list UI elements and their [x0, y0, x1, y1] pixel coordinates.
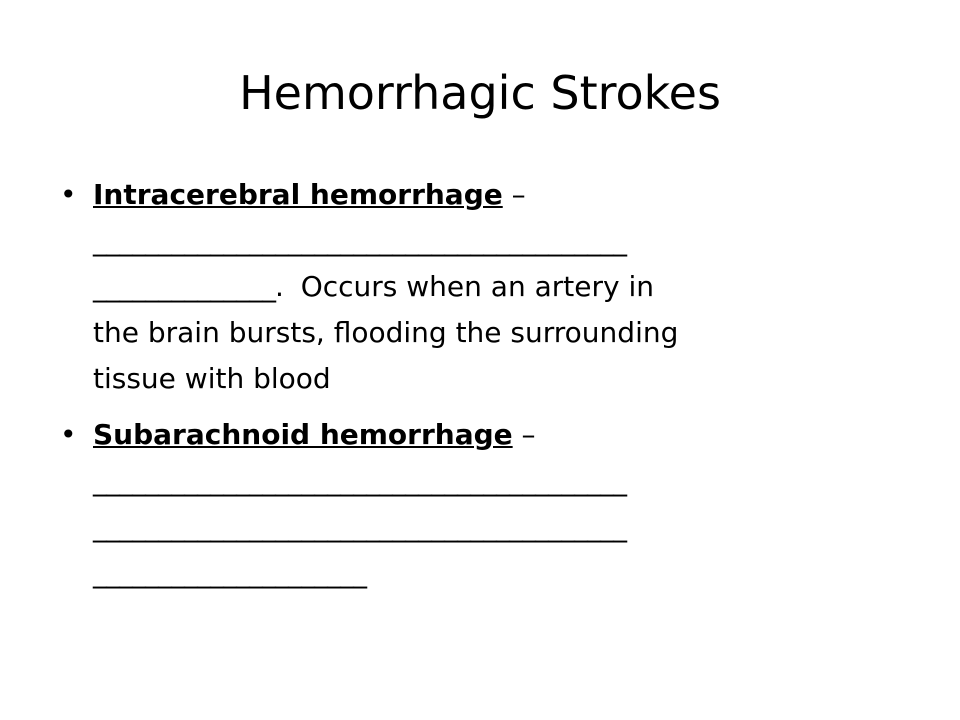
term-intracerebral: Intracerebral hemorrhage: [93, 178, 503, 211]
bullet-marker: •: [60, 418, 77, 451]
description-text: tissue with blood: [93, 362, 331, 395]
fill-in-blank-line: _________________________________________: [93, 464, 626, 497]
description-text: Occurs when an artery in: [282, 270, 654, 303]
fill-in-blank-line: _________________________________________: [93, 510, 626, 543]
bullet-intracerebral: [60, 172, 893, 402]
fill-in-blank-short: ______________.: [93, 270, 283, 303]
description-text: the brain bursts, flooding the surrounding: [93, 316, 679, 349]
fill-in-blank-line: _________________________________________: [93, 224, 626, 257]
bullet-heading-line: [93, 172, 893, 218]
term-dash: –: [502, 178, 526, 211]
fill-in-blank-line: _____________________: [93, 556, 366, 589]
bullet-heading-line: [93, 412, 893, 458]
blank-and-text-line: [93, 264, 893, 310]
bullet-subarachnoid: [60, 412, 893, 596]
slide-title: Hemorrhagic Strokes: [239, 66, 721, 120]
term-dash: –: [512, 418, 536, 451]
bullet-marker: •: [60, 178, 77, 211]
bullet-list: [60, 172, 893, 606]
term-subarachnoid: Subarachnoid hemorrhage: [93, 418, 513, 451]
